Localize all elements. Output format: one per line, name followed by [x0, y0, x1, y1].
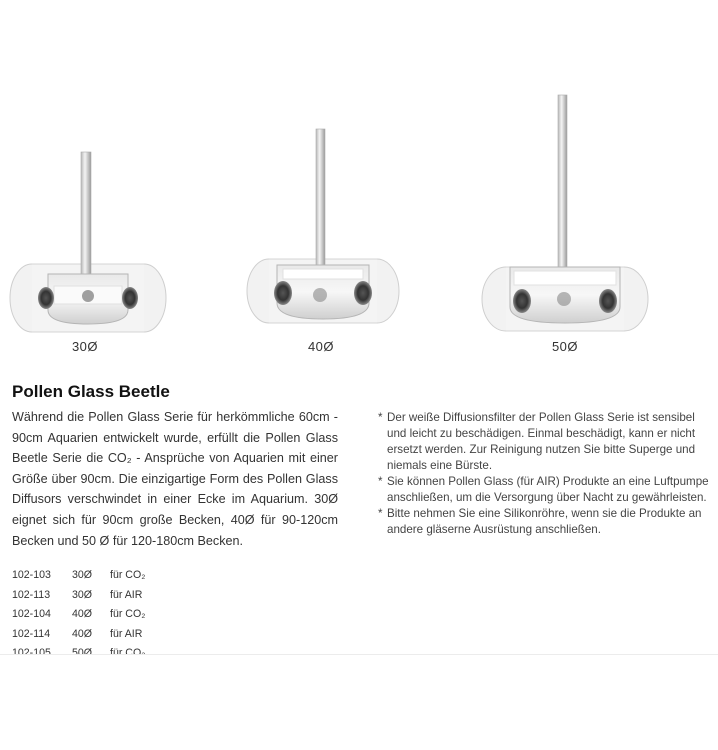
- size-label-50: 50Ø: [551, 339, 579, 354]
- product-code-table: [12, 569, 145, 667]
- product-type: für CO₂: [110, 608, 146, 621]
- product-size: 40Ø: [72, 627, 93, 640]
- product-description: Während die Pollen Glass Serie für herkömmliche 60cm - 90cm Aquarien entwickelt wurde, erfüllt die Pollen Glass Beetle Serie die CO₂ - Ansprüche von Aquarien mit einer Größe über 90cm. Die einzigartige Form des Pollen Glass Diffusors verschwindet in einer Ecke im Aquarium. 30Ø eignet sich für 90cm große Becken, 40Ø für 90-120cm Becken und 50 Ø für 120-180cm Becken.: [12, 410, 338, 548]
- product-code: 102-114: [12, 627, 51, 640]
- page-cutoff: [0, 654, 718, 750]
- notes-list: [378, 410, 712, 538]
- product-code: 102-103: [12, 569, 51, 581]
- product-size: 40Ø: [72, 608, 93, 621]
- product-type: für CO₂: [110, 569, 146, 581]
- product-size: 30Ø: [72, 569, 93, 581]
- size-label-30: 30Ø: [71, 339, 99, 354]
- product-title: Pollen Glass Beetle: [12, 382, 170, 401]
- note-text: Bitte nehmen Sie eine Silikonröhre, wenn sie die Produkte an andere gläserne Ausrüstung anschließen.: [387, 507, 702, 536]
- note-text: Der weiße Diffusionsfilter der Pollen Glass Serie ist sensibel und leicht zu beschädigen. Einmal beschädigt, kann er nicht ersetzt werden. Zur Reinigung nutzen Sie bitte Superge und niemals eine Bürste.: [387, 411, 696, 472]
- product-images: [0, 0, 718, 360]
- diffuser-30-image: [8, 148, 168, 340]
- table-row: [12, 589, 145, 609]
- note-marker: *: [378, 507, 383, 520]
- product-type: für AIR: [110, 627, 143, 640]
- table-row: [12, 608, 145, 628]
- note-marker: *: [378, 411, 383, 424]
- diffuser-50-image: [480, 93, 650, 333]
- note-text: Sie können Pollen Glass (für AIR) Produkte an eine Luftpumpe anschließen, um die Versorgung über Nacht zu gewährleisten.: [387, 475, 709, 504]
- product-type: für AIR: [110, 588, 143, 601]
- product-code: 102-113: [12, 588, 51, 601]
- table-row: [12, 569, 145, 589]
- size-label-40: 40Ø: [307, 339, 335, 354]
- divider: [0, 654, 718, 655]
- table-row: [12, 628, 145, 648]
- note-item: [378, 474, 712, 506]
- diffuser-40-image: [243, 127, 403, 327]
- note-item: [378, 410, 712, 474]
- note-marker: *: [378, 475, 383, 488]
- product-size: 30Ø: [72, 588, 93, 601]
- note-item: [378, 506, 712, 538]
- product-code: 102-104: [12, 608, 51, 621]
